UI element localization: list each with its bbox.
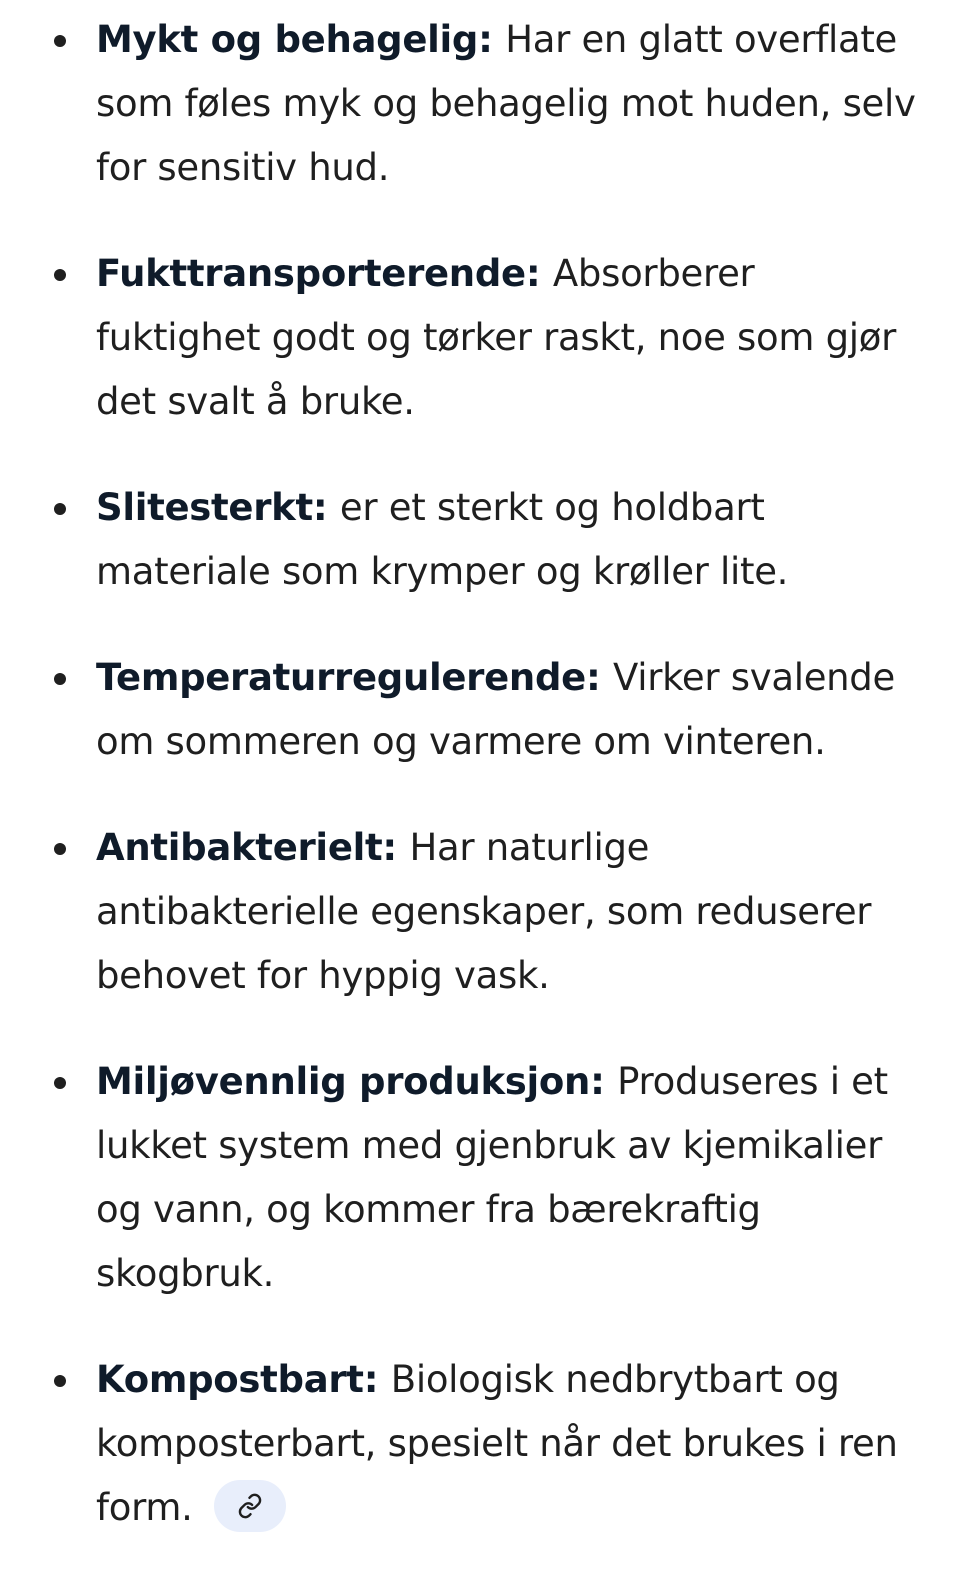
feature-description: Absorberer fuktighet godt og tørker raskt, noe som gjør det svalt å bruke. (96, 252, 896, 423)
feature-title: Slitesterkt: (96, 486, 340, 529)
bullet-icon (54, 35, 66, 47)
feature-title: Mykt og behagelig: (96, 18, 506, 61)
feature-title: Temperaturregulerende: (96, 656, 614, 699)
bullet-icon (54, 1077, 66, 1089)
feature-description: er et sterkt og holdbart materiale som krymper og krøller lite. (96, 486, 789, 593)
bullet-icon (54, 843, 66, 855)
link-icon (237, 1493, 263, 1519)
source-link-button[interactable] (214, 1480, 286, 1532)
list-item (0, 1348, 960, 1540)
bullet-icon (54, 673, 66, 685)
list-item (0, 242, 960, 434)
bullet-icon (54, 1375, 66, 1387)
list-item (0, 8, 960, 200)
feature-title: Fukttransporterende: (96, 252, 553, 295)
feature-description: Har naturlige antibakterielle egenskaper, som reduserer behovet for hyppig vask. (96, 826, 872, 997)
feature-description: Produseres i et lukket system med gjenbruk av kjemikalier og vann, og kommer fra bærekraftig skogbruk. (96, 1060, 888, 1295)
bullet-icon (54, 269, 66, 281)
feature-description: Har en glatt overflate som føles myk og behagelig mot huden, selv for sensitiv hud. (96, 18, 916, 189)
bullet-icon (54, 503, 66, 515)
list-item (0, 476, 960, 604)
feature-title: Kompostbart: (96, 1358, 391, 1401)
feature-list (0, 8, 960, 1582)
list-item (0, 646, 960, 774)
feature-description: Virker svalende om sommeren og varmere om vinteren. (96, 656, 895, 763)
list-item (0, 816, 960, 1008)
list-item (0, 1050, 960, 1306)
feature-description: Biologisk nedbrytbart og komposterbart, spesielt når det brukes i ren form. (96, 1358, 898, 1529)
feature-title: Miljøvennlig produksjon: (96, 1060, 618, 1103)
feature-title: Antibakterielt: (96, 826, 410, 869)
